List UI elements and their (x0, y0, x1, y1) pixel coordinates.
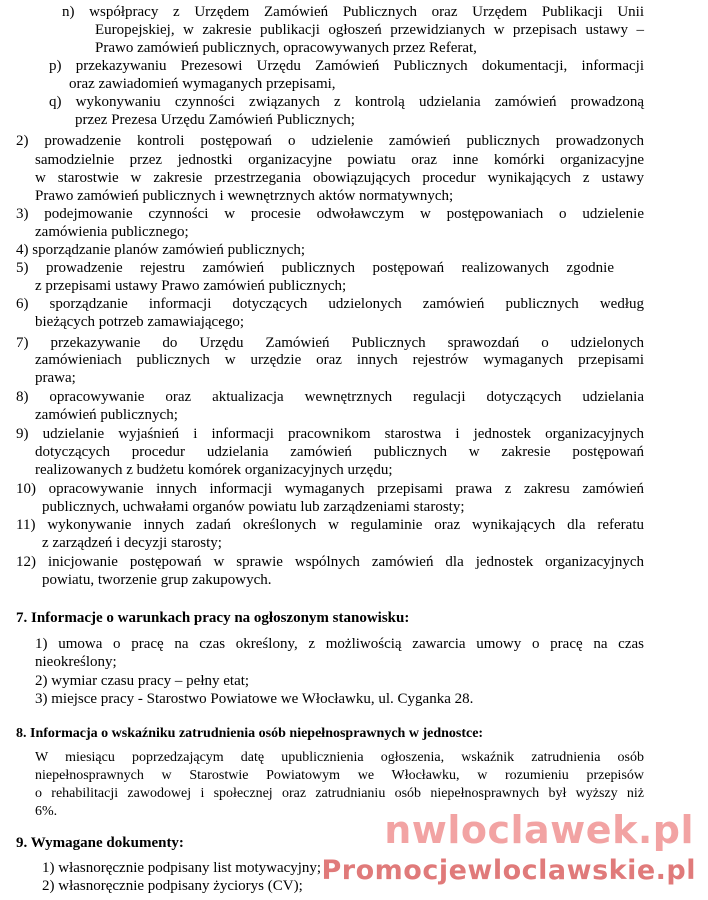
text-line: 12) inicjowanie postępowań w sprawie wspólnych zamówień dla jednostek organizacyjnych (16, 554, 644, 570)
text-line: nieokreślony; (35, 654, 117, 670)
text-line: 4) sporządzanie planów zamówień publicznych; (16, 242, 306, 258)
text-line: Europejskiej, w zakresie publikacji ogłoszeń przewidzianych w przepisach ustawy – (95, 22, 644, 38)
text-line: samodzielnie przez jednostki organizacyjne powiatu oraz inne komórki organizacyjne (35, 152, 644, 168)
text-line: prawa; (35, 370, 76, 386)
section-heading: 7. Informacje o warunkach pracy na ogłoszonym stanowisku: (16, 610, 410, 626)
text-line: 8) opracowywanie oraz aktualizacja wewnętrznych regulacji dotyczących udzielania (16, 389, 644, 405)
text-line: q) wykonywaniu czynności związanych z kontrolą udzielania zamówień prowadzoną (49, 94, 644, 110)
text-line: n) współpracy z Urzędem Zamówień Publicznych oraz Urzędem Publikacji Unii (62, 4, 644, 20)
text-line: 3) podejmowanie czynności w procesie odwoławczym w postępowaniach o udzielenie (16, 206, 644, 222)
text-line: zamówień publicznych; (35, 407, 178, 423)
text-line: Prawo zamówień publicznych i wewnętrznych aktów normatywnych; (35, 188, 454, 204)
text-line: 1) umowa o pracę na czas określony, z możliwością zawarcia umowy o pracę na czas (35, 636, 644, 652)
text-line: 5) prowadzenie rejestru zamówień publicznych postępowań realizowanych zgodnie (16, 260, 614, 276)
text-line: w starostwie w zakresie przestrzegania obowiązujących procedur wynikających z ustawy (35, 170, 644, 186)
text-line: dotyczących procedur udzielania zamówień publicznych w zakresie postępowań (35, 444, 644, 460)
text-line: zamówieniach publicznych w urzędzie oraz innych rejestrów wymaganych przepisami (35, 352, 644, 368)
watermark-nwloclawek: nwloclawek.pl (384, 808, 694, 852)
section-heading: 8. Informacja o wskaźniku zatrudnienia osób niepełnosprawnych w jednostce: (16, 726, 484, 741)
section-heading: 9. Wymagane dokumenty: (16, 835, 184, 851)
text-line: zamówienia publicznego; (35, 224, 189, 240)
text-line: realizowanych z budżetu komórek organizacyjnych urzędu; (35, 462, 393, 478)
text-line: 2) prowadzenie kontroli postępowań o udzielenie zamówień publicznych prowadzonych (16, 133, 644, 149)
text-line: 9) udzielanie wyjaśnień i informacji pracownikom starostwa i jednostek organizacyjnych (16, 426, 644, 442)
text-line: 6%. (35, 804, 58, 819)
text-line: Prawo zamówień publicznych, opracowywanych przez Referat, (95, 40, 477, 56)
text-line: bieżących potrzeb zamawiającego; (35, 314, 245, 330)
text-line: niepełnosprawnych w Starostwie Powiatowym we Włocławku, w rozumieniu przepisów (35, 768, 644, 783)
text-line: 7) przekazywanie do Urzędu Zamówień Publicznych sprawozdań o udzielonych (16, 335, 644, 351)
text-line: 2) własnoręcznie podpisany życiorys (CV); (42, 878, 303, 894)
text-line: z przepisami ustawy Prawo zamówień publicznych; (35, 278, 347, 294)
watermark-promocje: Promocjewloclawskie.pl (321, 855, 696, 886)
text-line: 3) miejsce pracy - Starostwo Powiatowe we Włocławku, ul. Cyganka 28. (35, 691, 474, 707)
text-line: powiatu, tworzenie grup zakupowych. (42, 572, 272, 588)
text-line: 11) wykonywanie innych zadań określonych w regulaminie oraz wynikających dla referatu (16, 517, 644, 533)
text-line: 1) własnoręcznie podpisany list motywacyjny; (42, 860, 322, 876)
text-line: przez Prezesa Urzędu Zamówień Publicznych; (75, 112, 355, 128)
text-line: z zarządzeń i decyzji starosty; (42, 535, 222, 551)
text-line: 2) wymiar czasu pracy – pełny etat; (35, 673, 250, 689)
text-line: o rehabilitacji zawodowej i społecznej oraz zatrudnianiu osób niepełnosprawnych był wyższy niż (35, 786, 644, 801)
text-line: W miesiącu poprzedzającym datę upublicznienia ogłoszenia, wskaźnik zatrudnienia osób (35, 750, 644, 765)
text-line: oraz zawiadomień wymaganych przepisami, (69, 76, 336, 92)
text-line: 10) opracowywanie innych informacji wymaganych przepisami prawa z zakresu zamówień (16, 481, 644, 497)
text-line: 6) sporządzanie informacji dotyczących udzielonych zamówień publicznych według (16, 296, 644, 312)
text-line: publicznych, uchwałami organów powiatu lub zarządzeniami starosty; (42, 499, 465, 515)
text-line: p) przekazywaniu Prezesowi Urzędu Zamówień Publicznych dokumentacji, informacji (49, 58, 644, 74)
